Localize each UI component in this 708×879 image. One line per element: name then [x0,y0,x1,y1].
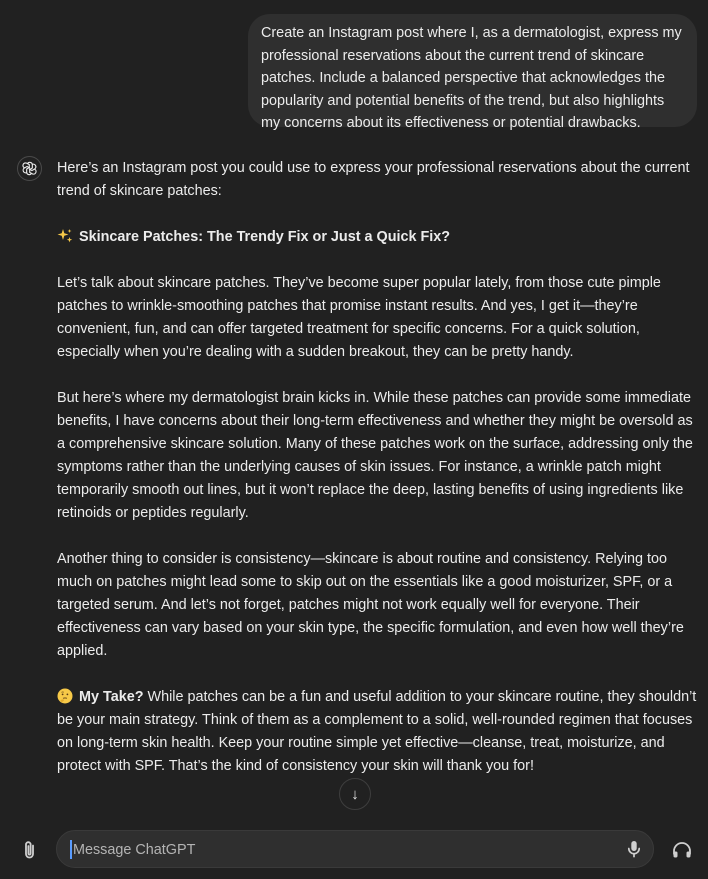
user-message-text: Create an Instagram post where I, as a dermatologist, express my professional reservations about the current trend of skincare patches. Include a balanced perspective that acknowledges the popularity and potential benefits of the trend, but also highlights my concerns about its effectiveness or potential drawbacks. [261,25,682,131]
voice-mode-button[interactable] [668,836,696,864]
paragraph-3: Another thing to consider is consistency—skincare is about routine and consistency. Relying too much on patches might lead some to skip out on the essentials like a good moisturizer, SPF, or a targeted serum. And let’s not forget, patches might not work equally well for everyone. Their effectiveness can vary based on your skin type, the specific formulation, and even how well they’re applied. [57,551,684,659]
thinking-face-emoji [57,688,73,704]
paragraph-2: But here’s where my dermatologist brain kicks in. While these patches can provide some immediate benefits, I have concerns about their long-term effectiveness and whether they might be oversold as a comprehensive skincare solution. Many of these patches work on the surface, addressing only the symptoms rather than the underlying causes of skin issues. For instance, a wrinkle patch might temporarily smooth out lines, but it won’t replace the deep, lasting benefits of using ingredients like retinoids or peptides regularly. [57,390,693,521]
my-take-paragraph [57,686,697,778]
post-heading-text: Skincare Patches: The Trendy Fix or Just a Quick Fix? [79,229,451,245]
assistant-intro: Here’s an Instagram post you could use to express your professional reservations about the current trend of skincare patches: [57,160,690,199]
my-take-label: My Take? [79,689,144,705]
my-take-text: While patches can be a fun and useful addition to your skincare routine, they shouldn’t be your main strategy. Think of them as a complement to a solid, well-rounded regimen that focuses on long-term skin health. Keep your routine simple yet effective—cleanse, treat, moisturize, and protect with SPF. That’s the kind of consistency your skin will thank you for! [57,689,697,774]
message-composer [56,830,654,868]
arrow-down-icon: ↓ [351,785,359,803]
scroll-down-button[interactable] [339,778,371,810]
message-input[interactable] [71,831,605,869]
dictate-button[interactable] [621,836,647,862]
paragraph-1: Let’s talk about skincare patches. They’ve become super popular lately, from those cute pimple patches to wrinkle-smoothing patches that promise instant results. And yes, I get it—they’re convenient, fun, and can offer targeted treatment for specific concerns. For a quick solution, especially when you’re dealing with a sudden breakout, they can be pretty handy. [57,275,661,360]
assistant-message [57,157,697,801]
attach-button[interactable] [16,836,44,864]
user-message-bubble [248,14,697,131]
assistant-avatar [17,156,42,181]
microphone-icon [627,840,641,858]
post-heading [57,226,697,249]
paperclip-icon [21,840,39,860]
headphones-icon [672,841,692,859]
sparkles-emoji [57,228,73,244]
openai-logo-icon [21,160,38,177]
